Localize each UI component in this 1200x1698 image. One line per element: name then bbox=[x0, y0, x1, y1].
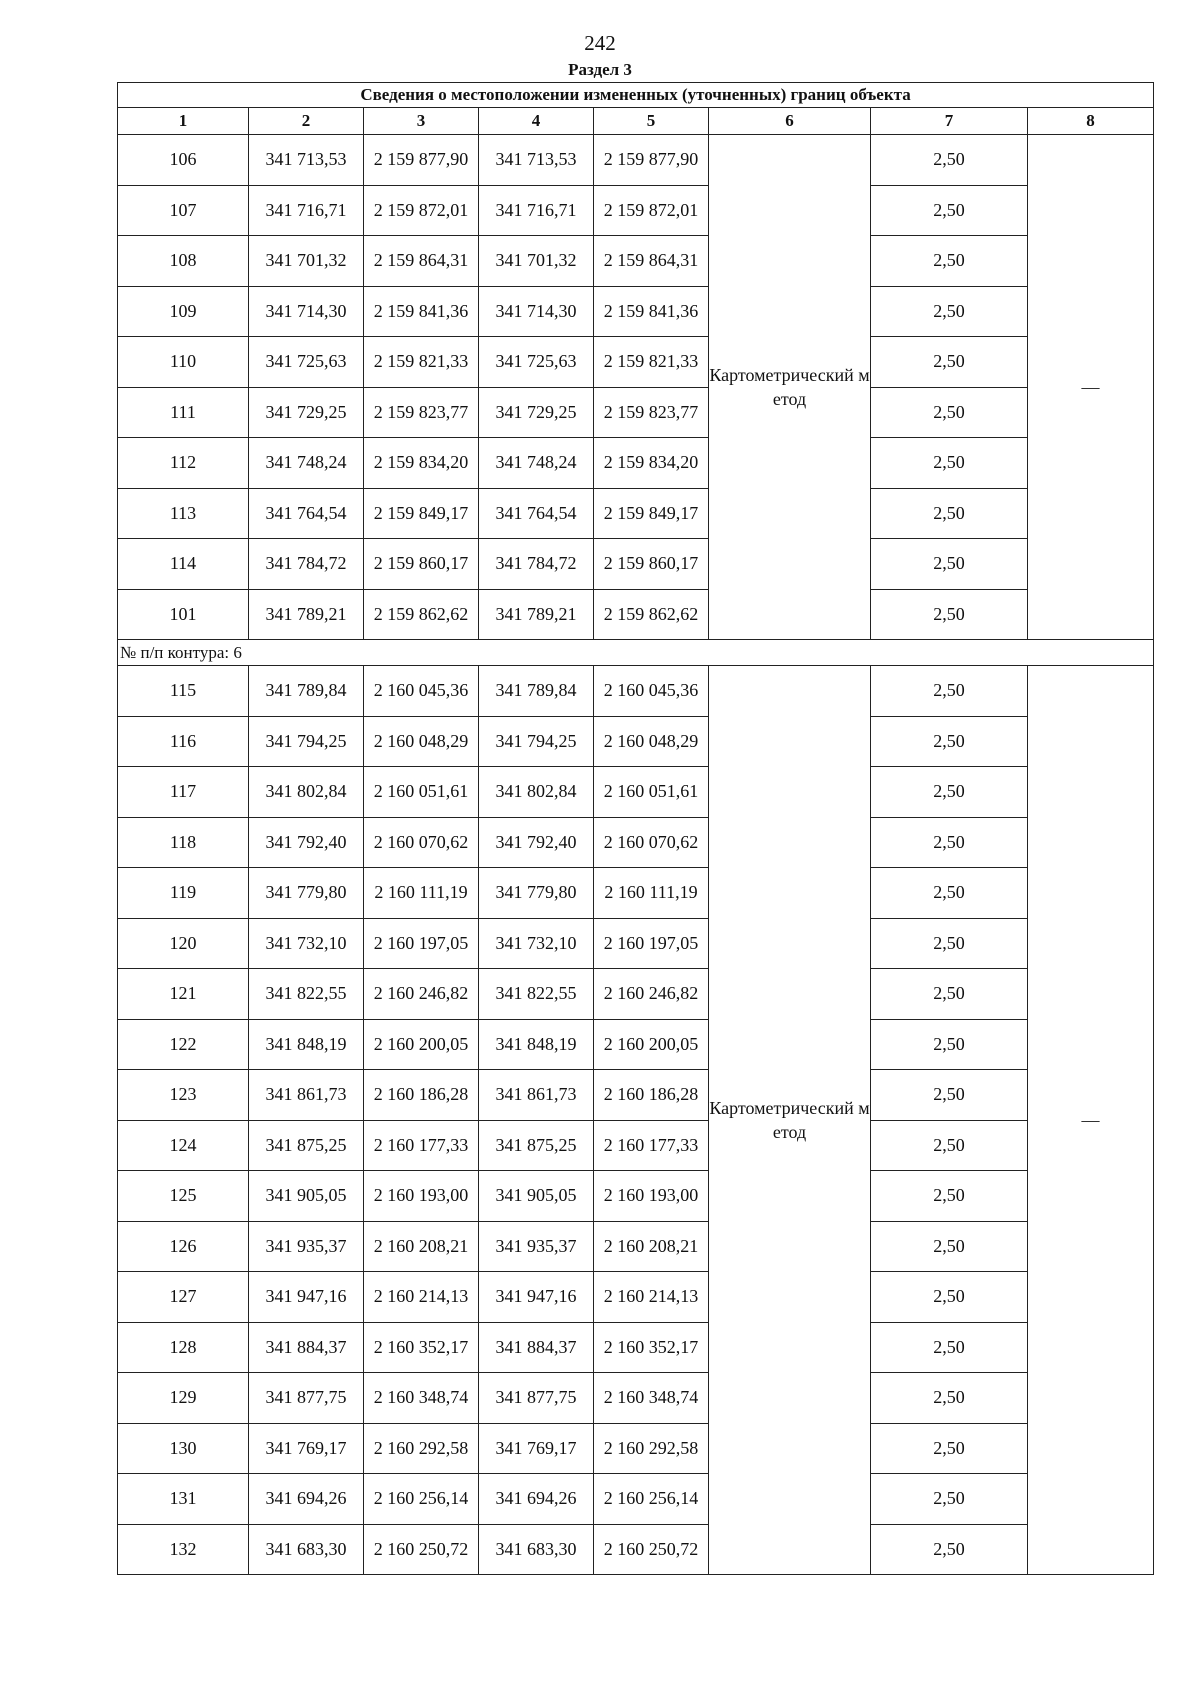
y-existing-cell: 2 159 849,17 bbox=[364, 488, 479, 539]
y-existing-cell: 2 160 292,58 bbox=[364, 1423, 479, 1474]
column-number-5: 5 bbox=[594, 108, 709, 135]
y-new-cell: 2 159 834,20 bbox=[594, 438, 709, 489]
x-new-cell: 341 701,32 bbox=[479, 236, 594, 287]
table-row bbox=[118, 1221, 1154, 1272]
y-existing-cell: 2 160 256,14 bbox=[364, 1474, 479, 1525]
accuracy-cell: 2,50 bbox=[871, 135, 1028, 186]
table-row bbox=[118, 337, 1154, 388]
accuracy-cell: 2,50 bbox=[871, 1322, 1028, 1373]
column-number-2: 2 bbox=[249, 108, 364, 135]
x-new-cell: 341 683,30 bbox=[479, 1524, 594, 1575]
y-new-cell: 2 160 208,21 bbox=[594, 1221, 709, 1272]
x-new-cell: 341 794,25 bbox=[479, 716, 594, 767]
y-existing-cell: 2 160 250,72 bbox=[364, 1524, 479, 1575]
column-number-4: 4 bbox=[479, 108, 594, 135]
x-new-cell: 341 779,80 bbox=[479, 868, 594, 919]
y-new-cell: 2 160 292,58 bbox=[594, 1423, 709, 1474]
x-new-cell: 341 716,71 bbox=[479, 185, 594, 236]
y-existing-cell: 2 160 177,33 bbox=[364, 1120, 479, 1171]
table-row bbox=[118, 1322, 1154, 1373]
point-number-cell: 128 bbox=[118, 1322, 249, 1373]
x-new-cell: 341 822,55 bbox=[479, 969, 594, 1020]
point-number-cell: 120 bbox=[118, 918, 249, 969]
point-number-cell: 124 bbox=[118, 1120, 249, 1171]
x-new-cell: 341 861,73 bbox=[479, 1070, 594, 1121]
table-body bbox=[118, 135, 1154, 1575]
accuracy-cell: 2,50 bbox=[871, 767, 1028, 818]
table-row bbox=[118, 1070, 1154, 1121]
accuracy-cell: 2,50 bbox=[871, 185, 1028, 236]
y-new-cell: 2 160 045,36 bbox=[594, 666, 709, 717]
x-existing-cell: 341 905,05 bbox=[249, 1171, 364, 1222]
x-new-cell: 341 935,37 bbox=[479, 1221, 594, 1272]
x-existing-cell: 341 729,25 bbox=[249, 387, 364, 438]
point-number-cell: 122 bbox=[118, 1019, 249, 1070]
accuracy-cell: 2,50 bbox=[871, 438, 1028, 489]
table-row bbox=[118, 236, 1154, 287]
x-existing-cell: 341 713,53 bbox=[249, 135, 364, 186]
accuracy-cell: 2,50 bbox=[871, 286, 1028, 337]
table-row bbox=[118, 1423, 1154, 1474]
section-title: Раздел 3 bbox=[568, 60, 632, 79]
y-existing-cell: 2 160 111,19 bbox=[364, 868, 479, 919]
y-existing-cell: 2 160 352,17 bbox=[364, 1322, 479, 1373]
y-existing-cell: 2 160 208,21 bbox=[364, 1221, 479, 1272]
point-number-cell: 130 bbox=[118, 1423, 249, 1474]
y-new-cell: 2 160 186,28 bbox=[594, 1070, 709, 1121]
x-new-cell: 341 713,53 bbox=[479, 135, 594, 186]
y-new-cell: 2 160 111,19 bbox=[594, 868, 709, 919]
x-new-cell: 341 784,72 bbox=[479, 539, 594, 590]
x-existing-cell: 341 725,63 bbox=[249, 337, 364, 388]
contour-row bbox=[118, 640, 1154, 666]
y-new-cell: 2 159 877,90 bbox=[594, 135, 709, 186]
y-new-cell: 2 160 177,33 bbox=[594, 1120, 709, 1171]
point-number-cell: 110 bbox=[118, 337, 249, 388]
y-new-cell: 2 160 200,05 bbox=[594, 1019, 709, 1070]
y-existing-cell: 2 159 823,77 bbox=[364, 387, 479, 438]
y-existing-cell: 2 160 051,61 bbox=[364, 767, 479, 818]
x-new-cell: 341 725,63 bbox=[479, 337, 594, 388]
accuracy-cell: 2,50 bbox=[871, 1373, 1028, 1424]
point-number-cell: 125 bbox=[118, 1171, 249, 1222]
x-new-cell: 341 905,05 bbox=[479, 1171, 594, 1222]
table-row bbox=[118, 185, 1154, 236]
x-new-cell: 341 884,37 bbox=[479, 1322, 594, 1373]
x-new-cell: 341 764,54 bbox=[479, 488, 594, 539]
y-new-cell: 2 159 860,17 bbox=[594, 539, 709, 590]
y-new-cell: 2 160 246,82 bbox=[594, 969, 709, 1020]
x-existing-cell: 341 935,37 bbox=[249, 1221, 364, 1272]
table-row bbox=[118, 1019, 1154, 1070]
point-number-cell: 111 bbox=[118, 387, 249, 438]
x-existing-cell: 341 764,54 bbox=[249, 488, 364, 539]
y-existing-cell: 2 160 048,29 bbox=[364, 716, 479, 767]
accuracy-cell: 2,50 bbox=[871, 1120, 1028, 1171]
y-new-cell: 2 160 197,05 bbox=[594, 918, 709, 969]
x-existing-cell: 341 789,21 bbox=[249, 589, 364, 640]
table-row bbox=[118, 918, 1154, 969]
y-existing-cell: 2 159 862,62 bbox=[364, 589, 479, 640]
accuracy-cell: 2,50 bbox=[871, 1474, 1028, 1525]
x-new-cell: 341 694,26 bbox=[479, 1474, 594, 1525]
accuracy-cell: 2,50 bbox=[871, 1221, 1028, 1272]
x-existing-cell: 341 947,16 bbox=[249, 1272, 364, 1323]
y-existing-cell: 2 160 045,36 bbox=[364, 666, 479, 717]
x-existing-cell: 341 779,80 bbox=[249, 868, 364, 919]
point-number-cell: 118 bbox=[118, 817, 249, 868]
y-new-cell: 2 159 821,33 bbox=[594, 337, 709, 388]
point-number-cell: 117 bbox=[118, 767, 249, 818]
table-row bbox=[118, 1474, 1154, 1525]
x-existing-cell: 341 683,30 bbox=[249, 1524, 364, 1575]
column-number-1: 1 bbox=[118, 108, 249, 135]
y-new-cell: 2 160 051,61 bbox=[594, 767, 709, 818]
column-number-7: 7 bbox=[871, 108, 1028, 135]
y-existing-cell: 2 160 214,13 bbox=[364, 1272, 479, 1323]
accuracy-cell: 2,50 bbox=[871, 868, 1028, 919]
y-new-cell: 2 160 214,13 bbox=[594, 1272, 709, 1323]
accuracy-cell: 2,50 bbox=[871, 387, 1028, 438]
x-existing-cell: 341 861,73 bbox=[249, 1070, 364, 1121]
y-new-cell: 2 159 872,01 bbox=[594, 185, 709, 236]
coordinates-table bbox=[117, 82, 1154, 1575]
x-existing-cell: 341 701,32 bbox=[249, 236, 364, 287]
point-number-cell: 132 bbox=[118, 1524, 249, 1575]
point-number-cell: 127 bbox=[118, 1272, 249, 1323]
column-number-3: 3 bbox=[364, 108, 479, 135]
y-existing-cell: 2 159 860,17 bbox=[364, 539, 479, 590]
accuracy-cell: 2,50 bbox=[871, 539, 1028, 590]
table-row bbox=[118, 438, 1154, 489]
table-row bbox=[118, 666, 1154, 717]
x-existing-cell: 341 748,24 bbox=[249, 438, 364, 489]
accuracy-cell: 2,50 bbox=[871, 666, 1028, 717]
y-new-cell: 2 160 070,62 bbox=[594, 817, 709, 868]
accuracy-cell: 2,50 bbox=[871, 337, 1028, 388]
accuracy-cell: 2,50 bbox=[871, 1272, 1028, 1323]
table-row bbox=[118, 1524, 1154, 1575]
y-existing-cell: 2 160 070,62 bbox=[364, 817, 479, 868]
point-number-cell: 112 bbox=[118, 438, 249, 489]
x-existing-cell: 341 794,25 bbox=[249, 716, 364, 767]
point-number-cell: 113 bbox=[118, 488, 249, 539]
point-number-cell: 107 bbox=[118, 185, 249, 236]
y-new-cell: 2 160 048,29 bbox=[594, 716, 709, 767]
x-existing-cell: 341 714,30 bbox=[249, 286, 364, 337]
table-row bbox=[118, 1373, 1154, 1424]
accuracy-cell: 2,50 bbox=[871, 488, 1028, 539]
x-existing-cell: 341 732,10 bbox=[249, 918, 364, 969]
y-new-cell: 2 159 864,31 bbox=[594, 236, 709, 287]
method-cell: Картометрически​й метод bbox=[709, 666, 871, 1575]
table-row bbox=[118, 1120, 1154, 1171]
y-existing-cell: 2 159 877,90 bbox=[364, 135, 479, 186]
accuracy-cell: 2,50 bbox=[871, 1171, 1028, 1222]
table-caption: Сведения о местоположении измененных (уточненных) границ объекта bbox=[118, 83, 1154, 108]
x-existing-cell: 341 875,25 bbox=[249, 1120, 364, 1171]
x-existing-cell: 341 694,26 bbox=[249, 1474, 364, 1525]
accuracy-cell: 2,50 bbox=[871, 1019, 1028, 1070]
x-new-cell: 341 877,75 bbox=[479, 1373, 594, 1424]
table-row bbox=[118, 817, 1154, 868]
x-new-cell: 341 748,24 bbox=[479, 438, 594, 489]
point-number-cell: 115 bbox=[118, 666, 249, 717]
x-existing-cell: 341 789,84 bbox=[249, 666, 364, 717]
table-row bbox=[118, 387, 1154, 438]
y-existing-cell: 2 160 193,00 bbox=[364, 1171, 479, 1222]
y-new-cell: 2 159 849,17 bbox=[594, 488, 709, 539]
column-number-row bbox=[118, 108, 1154, 135]
x-existing-cell: 341 784,72 bbox=[249, 539, 364, 590]
x-existing-cell: 341 848,19 bbox=[249, 1019, 364, 1070]
y-new-cell: 2 159 823,77 bbox=[594, 387, 709, 438]
x-existing-cell: 341 792,40 bbox=[249, 817, 364, 868]
accuracy-cell: 2,50 bbox=[871, 236, 1028, 287]
table-row bbox=[118, 539, 1154, 590]
x-new-cell: 341 789,21 bbox=[479, 589, 594, 640]
point-number-cell: 123 bbox=[118, 1070, 249, 1121]
y-new-cell: 2 160 250,72 bbox=[594, 1524, 709, 1575]
table-row bbox=[118, 868, 1154, 919]
point-number-cell: 106 bbox=[118, 135, 249, 186]
y-existing-cell: 2 159 864,31 bbox=[364, 236, 479, 287]
accuracy-cell: 2,50 bbox=[871, 1524, 1028, 1575]
y-new-cell: 2 159 862,62 bbox=[594, 589, 709, 640]
y-existing-cell: 2 160 348,74 bbox=[364, 1373, 479, 1424]
x-existing-cell: 341 884,37 bbox=[249, 1322, 364, 1373]
y-new-cell: 2 160 256,14 bbox=[594, 1474, 709, 1525]
table-row bbox=[118, 135, 1154, 186]
point-number-cell: 114 bbox=[118, 539, 249, 590]
table-row bbox=[118, 589, 1154, 640]
x-existing-cell: 341 822,55 bbox=[249, 969, 364, 1020]
table-row bbox=[118, 969, 1154, 1020]
y-existing-cell: 2 159 834,20 bbox=[364, 438, 479, 489]
x-existing-cell: 341 716,71 bbox=[249, 185, 364, 236]
x-new-cell: 341 769,17 bbox=[479, 1423, 594, 1474]
accuracy-cell: 2,50 bbox=[871, 589, 1028, 640]
x-new-cell: 341 714,30 bbox=[479, 286, 594, 337]
y-new-cell: 2 160 348,74 bbox=[594, 1373, 709, 1424]
y-new-cell: 2 159 841,36 bbox=[594, 286, 709, 337]
table-row bbox=[118, 767, 1154, 818]
x-existing-cell: 341 877,75 bbox=[249, 1373, 364, 1424]
point-number-cell: 126 bbox=[118, 1221, 249, 1272]
y-existing-cell: 2 160 200,05 bbox=[364, 1019, 479, 1070]
accuracy-cell: 2,50 bbox=[871, 817, 1028, 868]
x-new-cell: 341 875,25 bbox=[479, 1120, 594, 1171]
contour-label: № п/п контура: 6 bbox=[118, 640, 1154, 666]
table-row bbox=[118, 716, 1154, 767]
point-number-cell: 121 bbox=[118, 969, 249, 1020]
accuracy-cell: 2,50 bbox=[871, 969, 1028, 1020]
method-cell: Картометрически​й метод bbox=[709, 135, 871, 640]
accuracy-cell: 2,50 bbox=[871, 1423, 1028, 1474]
x-new-cell: 341 789,84 bbox=[479, 666, 594, 717]
table-row bbox=[118, 1272, 1154, 1323]
table-row bbox=[118, 1171, 1154, 1222]
y-existing-cell: 2 159 872,01 bbox=[364, 185, 479, 236]
description-cell: — bbox=[1028, 135, 1154, 640]
description-cell: — bbox=[1028, 666, 1154, 1575]
column-number-8: 8 bbox=[1028, 108, 1154, 135]
x-new-cell: 341 802,84 bbox=[479, 767, 594, 818]
table-row bbox=[118, 488, 1154, 539]
x-existing-cell: 341 802,84 bbox=[249, 767, 364, 818]
x-new-cell: 341 947,16 bbox=[479, 1272, 594, 1323]
point-number-cell: 119 bbox=[118, 868, 249, 919]
point-number-cell: 116 bbox=[118, 716, 249, 767]
table-row bbox=[118, 286, 1154, 337]
accuracy-cell: 2,50 bbox=[871, 1070, 1028, 1121]
point-number-cell: 129 bbox=[118, 1373, 249, 1424]
page-number: 242 bbox=[584, 31, 616, 55]
y-existing-cell: 2 160 246,82 bbox=[364, 969, 479, 1020]
point-number-cell: 108 bbox=[118, 236, 249, 287]
point-number-cell: 131 bbox=[118, 1474, 249, 1525]
accuracy-cell: 2,50 bbox=[871, 918, 1028, 969]
x-new-cell: 341 732,10 bbox=[479, 918, 594, 969]
point-number-cell: 101 bbox=[118, 589, 249, 640]
x-existing-cell: 341 769,17 bbox=[249, 1423, 364, 1474]
x-new-cell: 341 729,25 bbox=[479, 387, 594, 438]
y-new-cell: 2 160 193,00 bbox=[594, 1171, 709, 1222]
y-existing-cell: 2 160 186,28 bbox=[364, 1070, 479, 1121]
y-existing-cell: 2 159 821,33 bbox=[364, 337, 479, 388]
column-number-6: 6 bbox=[709, 108, 871, 135]
x-new-cell: 341 848,19 bbox=[479, 1019, 594, 1070]
accuracy-cell: 2,50 bbox=[871, 716, 1028, 767]
y-existing-cell: 2 159 841,36 bbox=[364, 286, 479, 337]
x-new-cell: 341 792,40 bbox=[479, 817, 594, 868]
point-number-cell: 109 bbox=[118, 286, 249, 337]
y-new-cell: 2 160 352,17 bbox=[594, 1322, 709, 1373]
y-existing-cell: 2 160 197,05 bbox=[364, 918, 479, 969]
